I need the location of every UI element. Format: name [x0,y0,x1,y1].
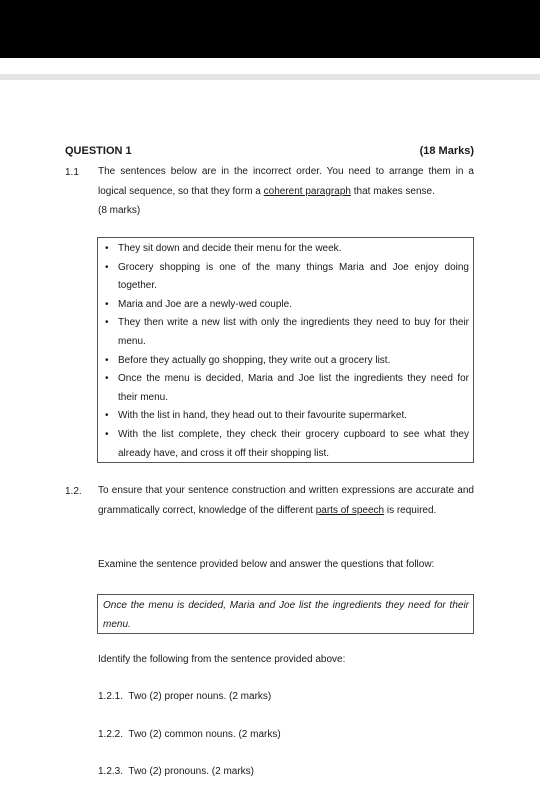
q1-1-text-before: The sentences below are in the incorrect order. You need to arrange them in a logical sequence, so that they form a [98,166,474,197]
sentence-item [98,296,469,315]
bullet-icon: • [105,298,109,310]
sentence-box [97,237,474,463]
sentence-item [98,426,469,463]
q1-2-instruction [98,481,474,520]
q1-2-text-after: is required. [384,504,437,516]
sentence-item [98,352,469,371]
q1-1-text-after: that makes sense. [350,185,435,197]
sentence-text: With the list complete, they check their grocery cupboard to see what they already have, and cross it off their shopping list. [118,428,469,459]
bullet-icon: • [105,428,109,440]
sentence-text: With the list in hand, they head out to their favourite supermarket. [118,410,408,422]
q1-1-instruction [98,162,474,221]
bullet-icon: • [105,354,109,366]
sentence-item [98,240,469,259]
q1-2-identify-text: Identify the following from the sentence provided above: [98,654,346,665]
bullet-icon: • [105,410,109,422]
sentence-item [98,370,469,407]
q1-1-marks: (8 marks) [98,205,141,216]
bullet-icon: • [105,261,109,273]
sub-question-1-2-3: 1.2.3. Two (2) pronouns. (2 marks) [98,766,254,777]
q1-2-number: 1.2. [65,486,82,497]
sentence-item [98,314,469,351]
sentence-text: Grocery shopping is one of the many things Maria and Joe enjoy doing together. [118,261,469,292]
q1-1-number: 1.1 [65,167,79,178]
sentence-text: They sit down and decide their menu for the week. [118,243,342,254]
quoted-sentence-box [97,594,474,634]
q1-2-examine-text: Examine the sentence provided below and answer the questions that follow: [98,559,435,570]
sentence-list [98,238,473,463]
bullet-icon: • [105,373,109,385]
sentence-text: Maria and Joe are a newly-wed couple. [118,298,292,310]
question-marks: (18 Marks) [419,145,474,157]
question-title: QUESTION 1 [65,145,132,157]
sentence-item [98,407,469,426]
quoted-sentence: Once the menu is decided, Maria and Joe list the ingredients they need for their menu. [103,600,469,630]
bullet-icon: • [105,317,109,329]
bullet-icon: • [105,243,109,254]
sentence-item [98,259,469,296]
q1-1-underlined-term: coherent paragraph [263,185,351,197]
q1-2-text-before: To ensure that your sentence construction and written expressions are accurate and grammatically correct, knowledge of the different [98,485,474,516]
q1-2-underlined-term: parts of speech [315,504,385,516]
sentence-text: Before they actually go shopping, they write out a grocery list. [118,354,391,366]
sentence-text: Once the menu is decided, Maria and Joe list the ingredients they need for their menu. [118,373,469,403]
sub-question-1-2-2: 1.2.2. Two (2) common nouns. (2 marks) [98,729,281,740]
sentence-text: They then write a new list with only the ingredients they need to buy for their menu. [118,317,469,347]
sub-question-1-2-1: 1.2.1. Two (2) proper nouns. (2 marks) [98,691,272,702]
